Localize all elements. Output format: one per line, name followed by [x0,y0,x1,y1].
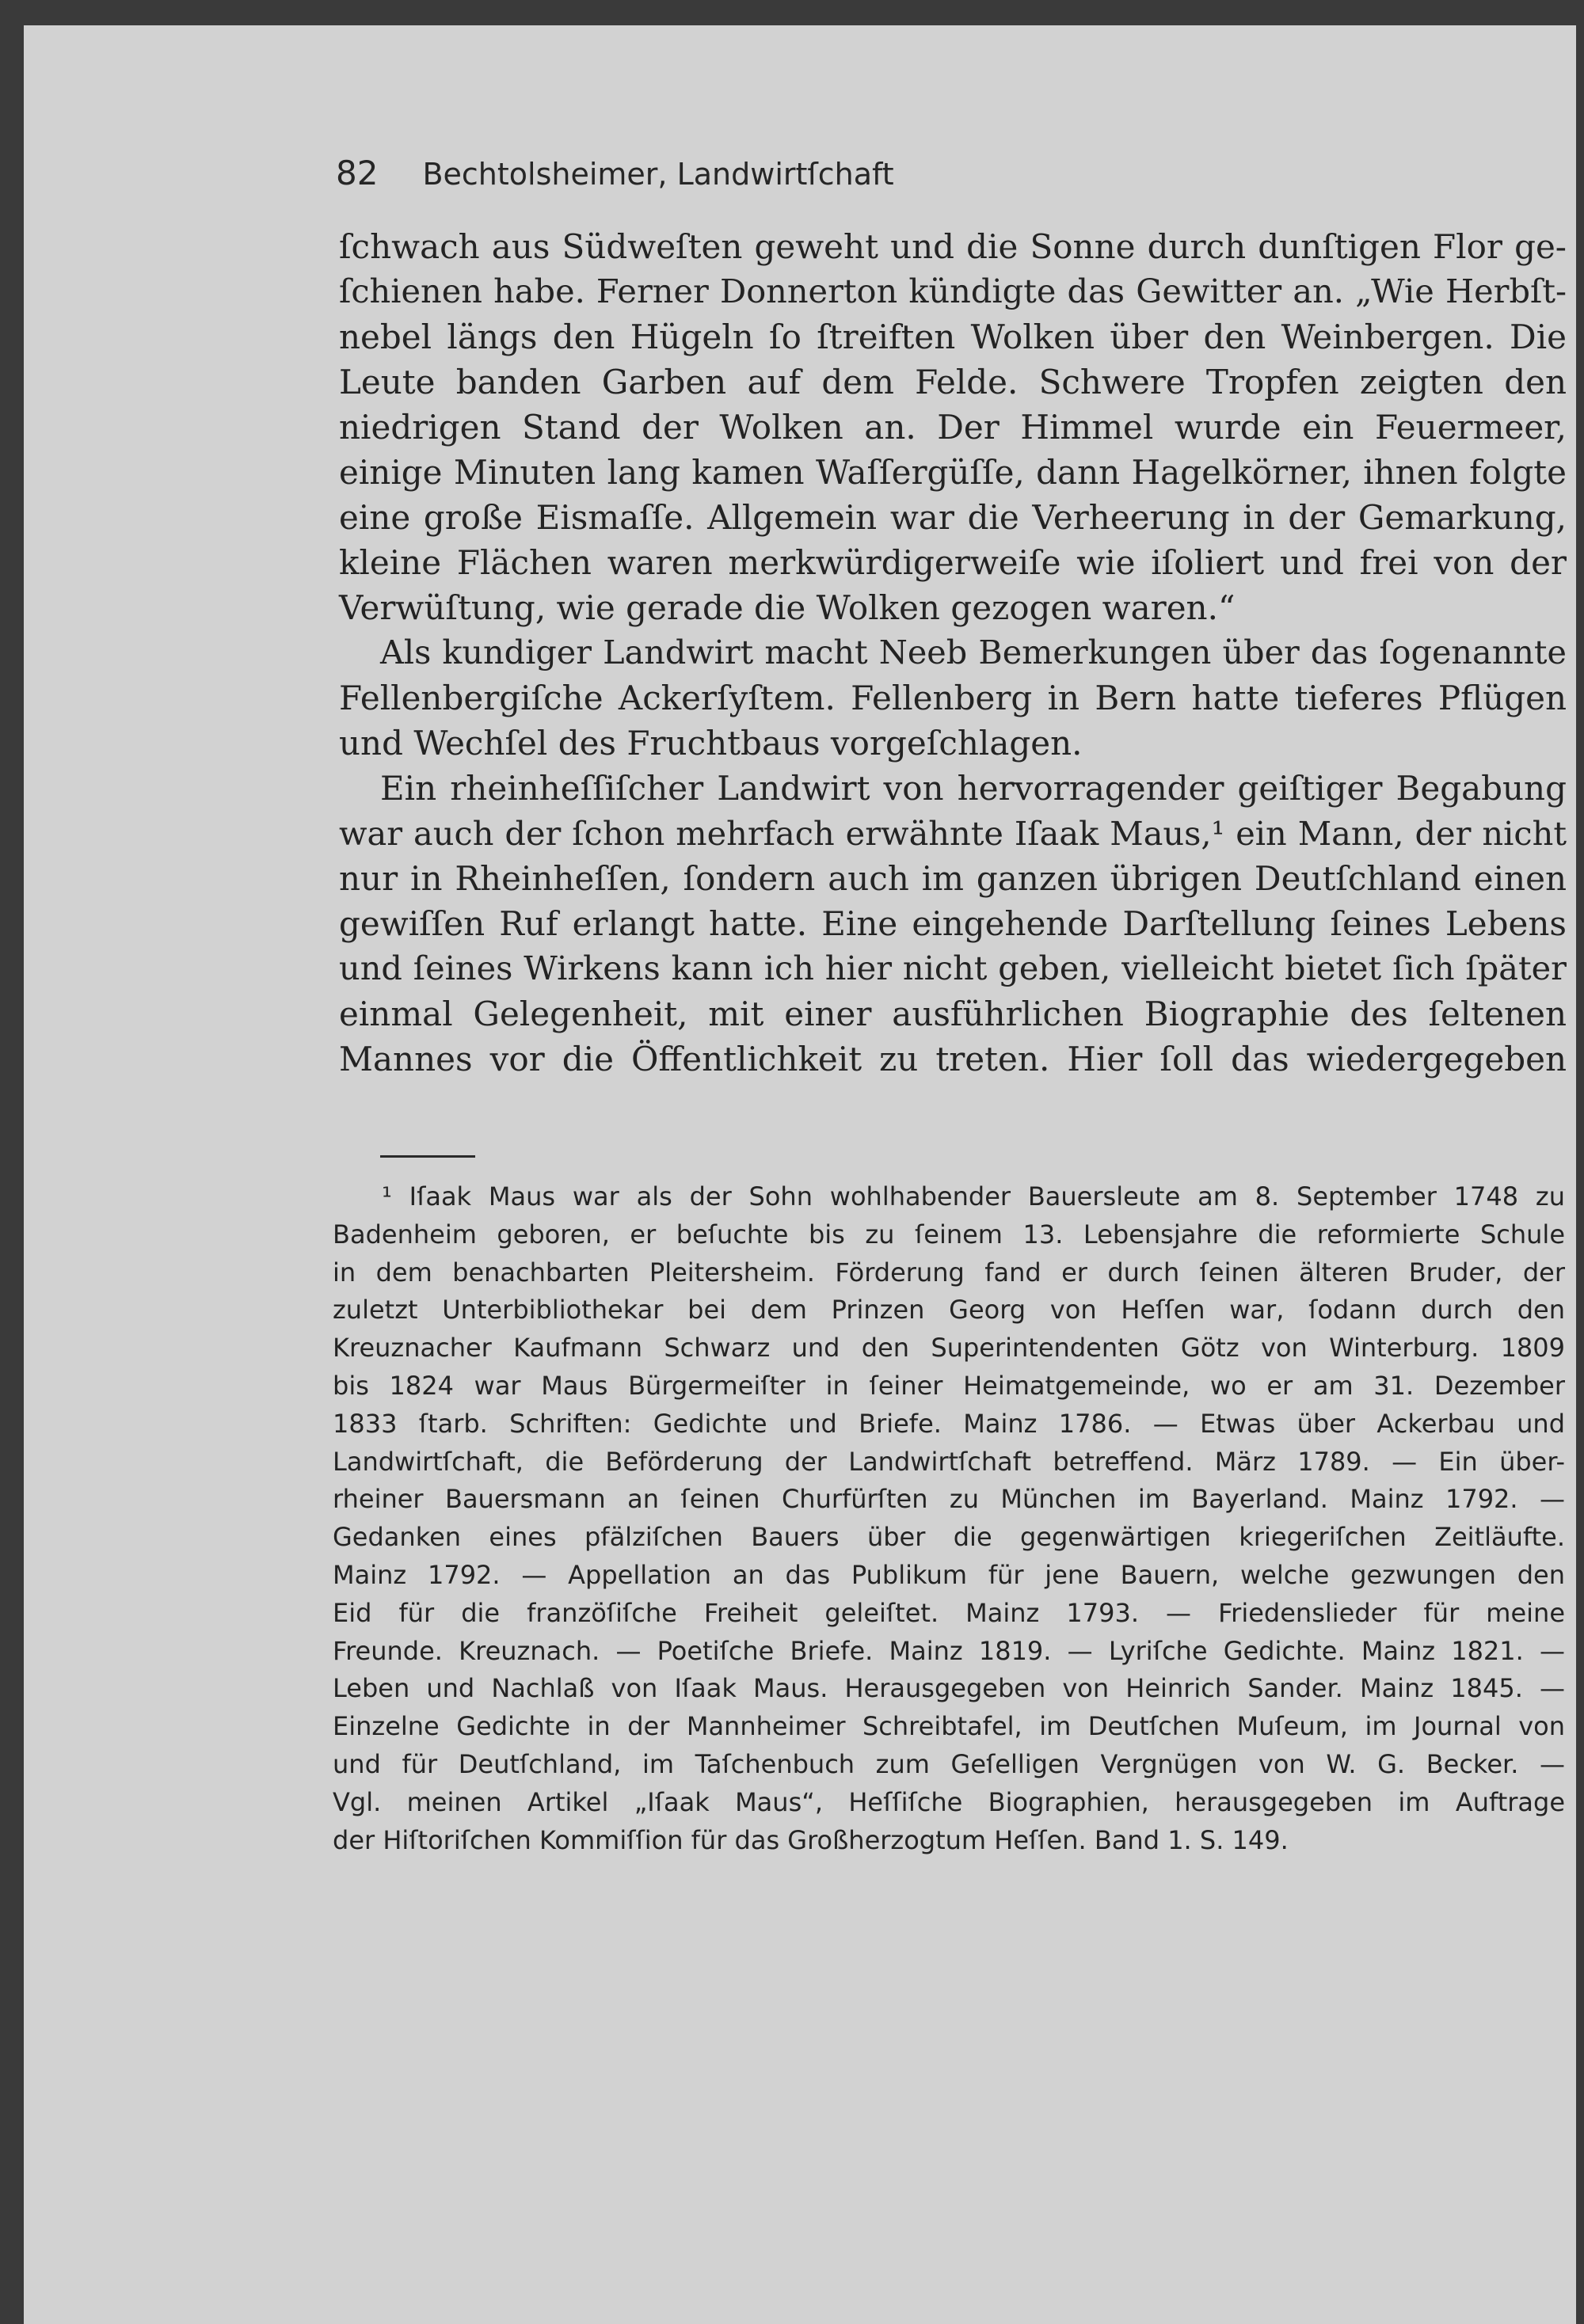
footnote-line: der Hiſtoriſchen Kommiſſion für das Großherzogtum Heſſen. Band 1. S. 149. [333,1824,1289,1855]
body-line: kleine Flächen waren merkwürdigerweiſe wie iſoliert und frei von der [339,543,1567,582]
body-line: gewiſſen Ruf erlangt hatte. Eine eingehende Darſtellung ſeines Lebens [339,904,1567,943]
footnote-line: Vgl. meinen Artikel „Iſaak Maus“, Heſſiſche Biographien, herausgegeben im Auftrage [333,1786,1565,1817]
body-line: Verwüſtung, wie gerade die Wolken gezogen waren.“ [339,588,1236,627]
footnote-line: in dem benachbarten Pleitersheim. Förderung fand er durch ſeinen älteren Bruder, der [333,1257,1565,1288]
body-line: und Wechſel des Fruchtbaus vorgeſchlagen. [339,724,1083,763]
footnote-line: Einzelne Gedichte in der Mannheimer Schreibtafel, im Deutſchen Muſeum, im Journal von [333,1711,1565,1742]
body-line: ſchwach aus Südweſten geweht und die Sonne durch dunſtigen Flor ge- [339,227,1567,266]
running-title: Bechtolsheimer, Landwirtſchaft [422,157,894,192]
footnote-line: Gedanken eines pfälziſchen Bauers über die gegenwärtigen kriegeriſchen Zeitläufte. [333,1522,1565,1553]
footnote-line: ¹ Iſaak Maus war als der Sohn wohlhabender Bauersleute am 8. September 1748 zu [382,1181,1565,1211]
body-line: Mannes vor die Öffentlichkeit zu treten. Hier ſoll das wiedergegeben [339,1040,1567,1078]
body-line: Fellenbergiſche Ackerſyſtem. Fellenberg in Bern hatte tieferes Pflügen [339,679,1567,717]
footnote-line: Mainz 1792. — Appellation an das Publikum für jene Bauern, welche gezwungen den [333,1559,1565,1590]
body-line: Leute banden Garben auf dem Felde. Schwere Tropfen zeigten den [339,363,1567,401]
page-header [336,154,894,192]
footnote-line: bis 1824 war Maus Bürgermeiſter in ſeiner Heimatgemeinde, wo er am 31. Dezember [333,1370,1565,1401]
body-line: nebel längs den Hügeln ſo ſtreiften Wolken über den Weinbergen. Die [339,318,1567,356]
body-line: und ſeines Wirkens kann ich hier nicht geben, vielleicht bietet ſich ſpäter [339,949,1567,987]
page-number: 82 [336,154,379,192]
body-line: einige Minuten lang kamen Waſſergüſſe, dann Hagelkörner, ihnen folgte [339,453,1567,492]
body-line: ſchienen habe. Ferner Donnerton kündigte das Gewitter an. „Wie Herbſt- [339,272,1567,310]
footnote-line: 1833 ſtarb. Schriften: Gedichte und Briefe. Mainz 1786. — Etwas über Ackerbau und [333,1408,1565,1439]
footnote-line: und für Deutſchland, im Taſchenbuch zum Geſelligen Vergnügen von W. G. Becker. — [333,1748,1565,1779]
footnote-rule [380,1155,475,1158]
footnote-line: Freunde. Kreuznach. — Poetiſche Briefe. Mainz 1819. — Lyriſche Gedichte. Mainz 1821. — [333,1635,1565,1666]
footnote-line: rheiner Bauersmann an ſeinen Churfürſten zu München im Bayerland. Mainz 1792. — [333,1484,1565,1515]
footnote-line: Kreuznacher Kaufmann Schwarz und den Superintendenten Götz von Winterburg. 1809 [333,1333,1565,1364]
footnote-line: Badenheim geboren, er beſuchte bis zu ſeinem 13. Lebensjahre die reformierte Schule [333,1219,1565,1249]
footnote-line: Landwirtſchaft, die Beförderung der Landwirtſchaft betreffend. März 1789. — Ein über- [333,1446,1565,1477]
body-line: eine große Eismaſſe. Allgemein war die Verheerung in der Gemarkung, [339,498,1567,537]
body-line: einmal Gelegenheit, mit einer ausführlichen Biographie des ſeltenen [339,995,1567,1033]
body-line: Als kundiger Landwirt macht Neeb Bemerkungen über das ſogenannte [380,633,1567,671]
footnote-line: zuletzt Unterbibliothekar bei dem Prinzen Georg von Heſſen war, ſodann durch den [333,1295,1565,1326]
footnote-line: Eid für die franzöſiſche Freiheit geleiſtet. Mainz 1793. — Friedenslieder für meine [333,1597,1565,1628]
body-text [339,224,1567,1082]
footnotes [333,1178,1565,1859]
body-line: Ein rheinheſſiſcher Landwirt von hervorragender geiſtiger Begabung [380,769,1567,808]
body-line: niedrigen Stand der Wolken an. Der Himmel wurde ein Feuermeer, [339,408,1567,447]
body-line: war auch der ſchon mehrfach erwähnte Iſaak Maus,¹ ein Mann, der nicht [339,814,1567,853]
footnote-line: Leben und Nachlaß von Iſaak Maus. Herausgegeben von Heinrich Sander. Mainz 1845. — [333,1673,1565,1704]
body-line: nur in Rheinheſſen, ſondern auch im ganzen übrigen Deutſchland einen [339,859,1567,898]
